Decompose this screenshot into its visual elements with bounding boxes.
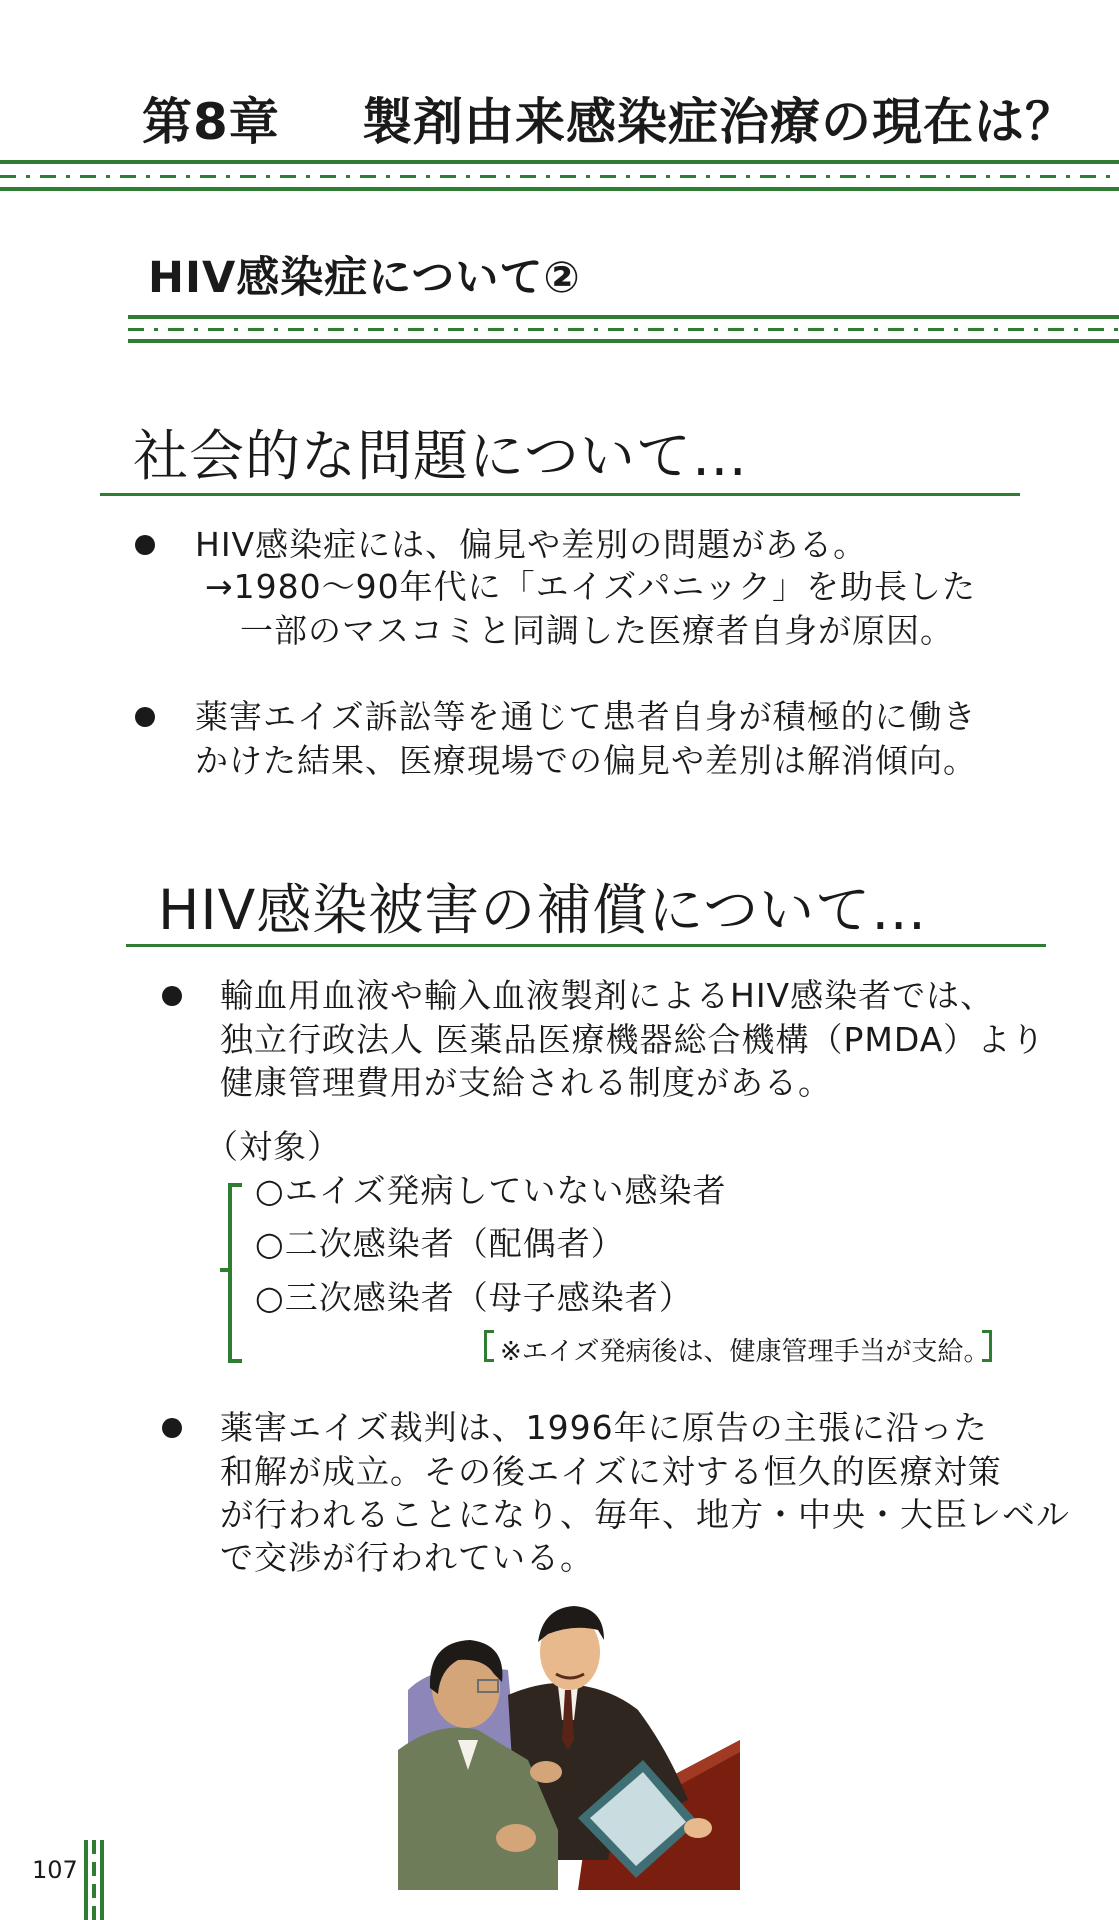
bracket-tip [220, 1268, 230, 1272]
chapter-heading: 製剤由来感染症治療の現在は？ [362, 93, 1076, 151]
header-rule-dashed [0, 175, 1119, 178]
bullet-text: →1980〜90年代に「エイズパニック」を助長した [205, 567, 976, 606]
bullet-text: 輸血用血液や輸入血液製剤によるHIV感染者では、 [220, 976, 995, 1015]
note-bracket-right [982, 1330, 992, 1362]
bullet-text: 和解が成立。その後エイズに対する恒久的医療対策 [220, 1452, 1002, 1491]
target-item: ○二次感染者（配偶者） [255, 1224, 625, 1263]
bullet-text: かけた結果、医療現場での偏見や差別は解消傾向。 [195, 741, 977, 780]
bullet-text: で交渉が行われている。 [220, 1538, 594, 1577]
bullet-dot [135, 535, 155, 555]
bullet-text: 独立行政法人 医薬品医療機器総合機構（PMDA）より [220, 1020, 1046, 1059]
bullet-text: が行われることになり、毎年、地方・中央・大臣レベル [220, 1495, 1070, 1534]
bullet-text: 一部のマスコミと同調した医療者自身が原因。 [240, 611, 954, 650]
subtitle-rule-bottom [128, 339, 1119, 343]
subtitle-rule-top [128, 315, 1119, 319]
target-item: ○三次感染者（母子感染者） [255, 1278, 693, 1317]
header-rule-top [0, 160, 1119, 164]
consultation-illustration [398, 1590, 740, 1890]
page-subtitle: HIV感染症について② [148, 253, 581, 303]
page-marker-line [100, 1840, 104, 1920]
page-marker-dashed [92, 1840, 96, 1920]
bullet-dot [162, 1418, 182, 1438]
bullet-text: HIV感染症には、偏見や差別の問題がある。 [195, 525, 868, 564]
section-heading-social: 社会的な問題について… [133, 424, 748, 488]
bullet-text: 薬害エイズ裁判は、1996年に原告の主張に沿った [220, 1408, 988, 1447]
page-marker-line [84, 1840, 88, 1920]
target-bracket [228, 1183, 242, 1363]
section-rule-compensation [126, 944, 1046, 947]
section-rule-social [100, 493, 1020, 496]
header-rule-bottom [0, 187, 1119, 191]
target-label: （対象） [205, 1127, 341, 1166]
bullet-text: 健康管理費用が支給される制度がある。 [220, 1063, 832, 1102]
chapter-title [142, 82, 1076, 154]
bullet-dot [162, 986, 182, 1006]
bullet-dot [135, 707, 155, 727]
target-item: ○エイズ発病していない感染者 [255, 1171, 727, 1210]
page-number: 107 [32, 1856, 78, 1884]
note-text: ※エイズ発病後は、健康管理手当が支給。 [500, 1337, 990, 1367]
chapter-number: 第8章 [142, 93, 280, 151]
bullet-text: 薬害エイズ訴訟等を通じて患者自身が積極的に働き [195, 697, 977, 736]
subtitle-rule-dashed [128, 328, 1119, 331]
note-bracket-left [484, 1330, 494, 1362]
section-heading-compensation: HIV感染被害の補償について… [158, 878, 928, 942]
